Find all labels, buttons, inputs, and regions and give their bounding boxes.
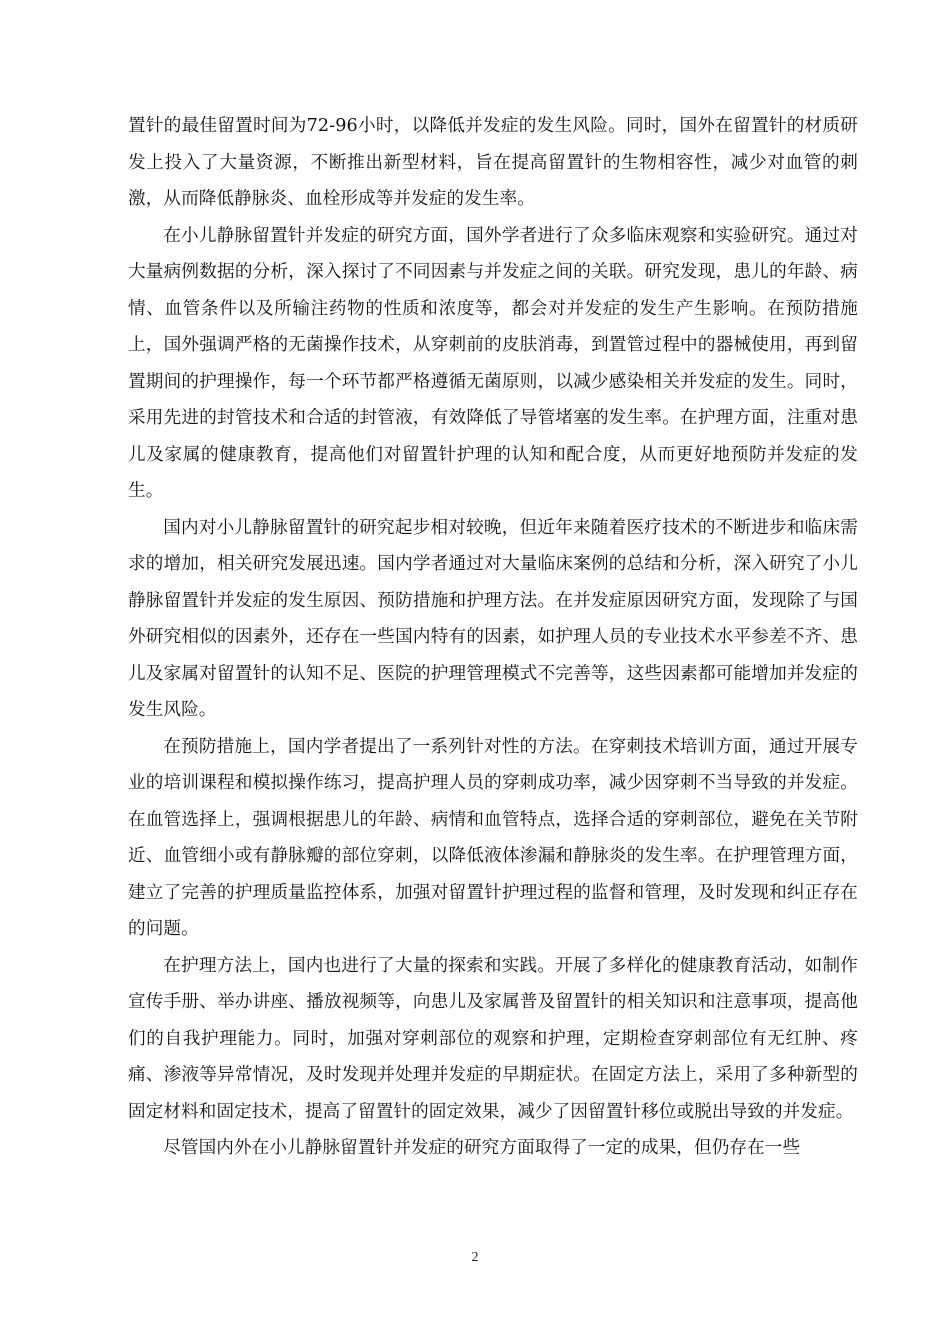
page-number: 2 [471, 1250, 479, 1265]
body-text [128, 108, 858, 1167]
paragraph-2: 在小儿静脉留置针并发症的研究方面，国外学者进行了众多临床观察和实验研究。通过对大量病例数据的分析，深入探讨了不同因素与并发症之间的关联。研究发现，患儿的年龄、病情、血管条件以及所输注药物的性质和浓度等，都会对并发症的发生产生影响。在预防措施上，国外强调严格的无菌操作技术，从穿刺前的皮肤消毒，到置管过程中的器械使用，再到留置期间的护理操作，每一个环节都严格遵循无菌原则，以减少感染相关并发症的发生。同时，采用先进的封管技术和合适的封管液，有效降低了导管堵塞的发生率。在护理方面，注重对患儿及家属的健康教育，提高他们对留置针护理的认知和配合度，从而更好地预防并发症的发生。 [128, 225, 858, 501]
paragraph-5: 在护理方法上，国内也进行了大量的探索和实践。开展了多样化的健康教育活动，如制作宣传手册、举办讲座、播放视频等，向患儿及家属普及留置针的相关知识和注意事项，提高他们的自我护理能力。同时，加强对穿刺部位的观察和护理，定期检查穿刺部位有无红肿、疼痛、渗液等异常情况，及时发现并处理并发症的早期症状。在固定方法上，采用了多种新型的固定材料和固定技术，提高了留置针的固定效果，减少了因留置针移位或脱出导致的并发症。 [128, 955, 858, 1122]
paragraph-4: 在预防措施上，国内学者提出了一系列针对性的方法。在穿刺技术培训方面，通过开展专业的培训课程和模拟操作练习，提高护理人员的穿刺成功率，减少因穿刺不当导致的并发症。在血管选择上，强调根据患儿的年龄、病情和血管特点，选择合适的穿刺部位，避免在关节附近、血管细小或有静脉瓣的部位穿刺，以降低液体渗漏和静脉炎的发生率。在护理管理方面，建立了完善的护理质量监控体系，加强对留置针护理过程的监督和管理，及时发现和纠正存在的问题。 [128, 736, 858, 939]
paragraph-1: 置针的最佳留置时间为72-96小时，以降低并发症的发生风险。同时，国外在留置针的材质研发上投入了大量资源，不断推出新型材料，旨在提高留置针的生物相容性，减少对血管的刺激，从而降低静脉炎、血栓形成等并发症的发生率。 [128, 116, 858, 209]
paragraph-3: 国内对小儿静脉留置针的研究起步相对较晚，但近年来随着医疗技术的不断进步和临床需求的增加，相关研究发展迅速。国内学者通过对大量临床案例的总结和分析，深入研究了小儿静脉留置针并发症的发生原因、预防措施和护理方法。在并发症原因研究方面，发现除了与国外研究相似的因素外，还存在一些国内特有的因素，如护理人员的专业技术水平参差不齐、患儿及家属对留置针的认知不足、医院的护理管理模式不完善等，这些因素都可能增加并发症的发生风险。 [128, 517, 858, 720]
paragraph-6: 尽管国内外在小儿静脉留置针并发症的研究方面取得了一定的成果，但仍存在一些 [163, 1138, 801, 1158]
